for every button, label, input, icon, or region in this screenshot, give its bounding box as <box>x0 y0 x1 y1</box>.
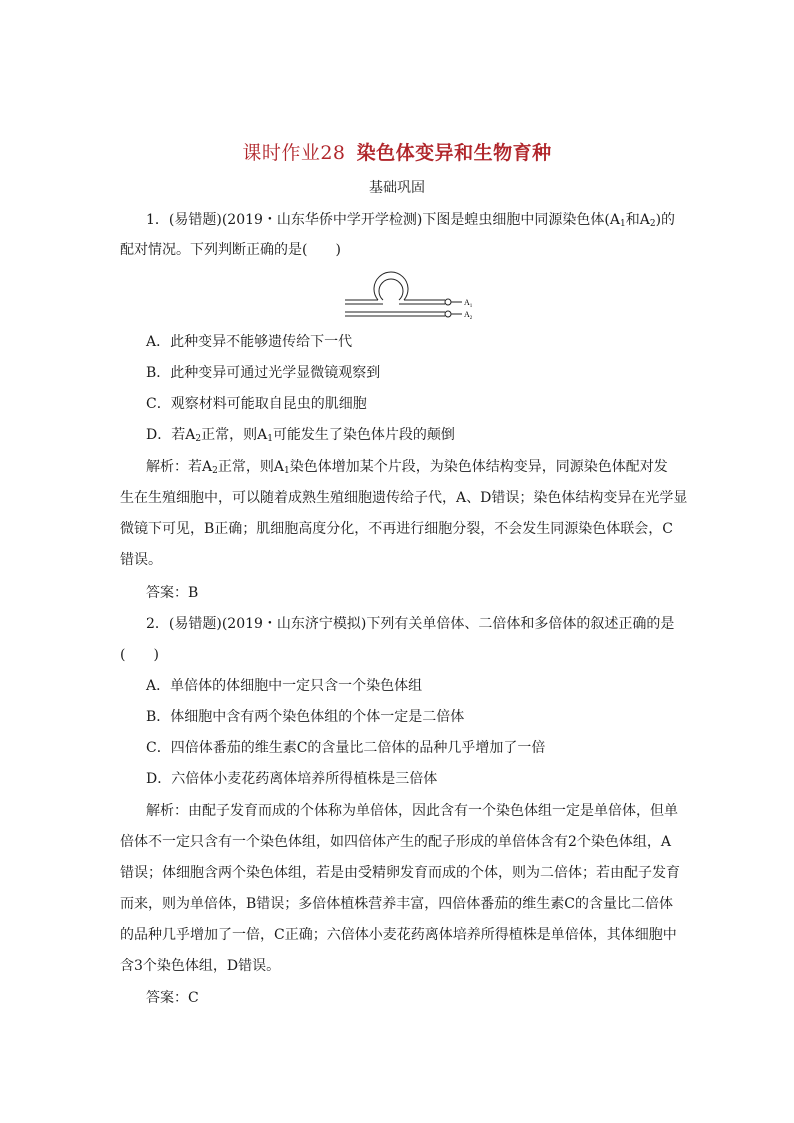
chromosome-pairing-diagram <box>340 265 490 325</box>
q2-option-d: D．六倍体小麦花药离体培养所得植株是三倍体 <box>146 771 438 787</box>
q2-answer: 答案：C <box>146 990 199 1006</box>
q2-analysis-line: 解析：由配子发育而成的个体称为单倍体，因此含有一个染色体组一定是单倍体，但单 <box>146 803 678 819</box>
q2-analysis-line: 的品种几乎增加了一倍，C正确；六倍体小麦花药离体培养所得植株是单倍体，其体细胞中 <box>120 927 677 943</box>
page-title <box>0 138 794 165</box>
q2-analysis <box>120 801 680 987</box>
q1-stem-line1: 1．(易错题)(2019・山东华侨中学开学检测)下图是蝗虫细胞中同源染色体($A_1$和$A_2$)的 <box>146 212 676 229</box>
q1-answer: 答案：B <box>146 585 199 601</box>
section-subtitle: 基础巩固 <box>369 180 425 196</box>
q1-analysis-line3: 微镜下可见，B正确；肌细胞高度分化，不再进行细胞分裂，不会发生同源染色体联会，C <box>120 521 673 537</box>
label-a1: $A_1$ <box>464 298 473 309</box>
title-number: 课时作业28 <box>242 142 346 164</box>
label-a2: $A_2$ <box>464 310 473 321</box>
q2-option-b: B．体细胞中含有两个染色体组的个体一定是二倍体 <box>146 709 465 725</box>
q1-analysis-line1: 解析：若$A_2$正常，则$A_1$染色体增加某个片段，为染色体结构变异，同源染色体配对发 <box>146 459 668 476</box>
q1-stem-line2: 配对情况。下列判断正确的是( ) <box>120 242 341 258</box>
q2-analysis-line: 而来，则为单倍体，B错误；多倍体植株营养丰富，四倍体番茄的维生素C的含量比二倍体 <box>120 896 673 912</box>
q2-stem-line1: 2．(易错题)(2019・山东济宁模拟)下列有关单倍体、二倍体和多倍体的叙述正确的是 <box>146 616 675 632</box>
q2-analysis-line: 含3个染色体组，D错误。 <box>120 958 281 974</box>
q1-option-c: C．观察材料可能取自昆虫的肌细胞 <box>146 396 367 412</box>
q1-analysis-line4: 错误。 <box>120 552 162 568</box>
q2-analysis-line: 倍体不一定只含有一个染色体组，如四倍体产生的配子形成的单倍体含有2个染色体组，A <box>120 834 672 850</box>
q2-stem-line2: ( ) <box>120 647 159 663</box>
q2-option-a: A．单倍体的体细胞中一定只含一个染色体组 <box>146 678 423 694</box>
q2-analysis-line: 错误；体细胞含两个染色体组，若是由受精卵发育而成的个体，则为二倍体；若由配子发育 <box>120 865 680 881</box>
q1-option-d: D．若$A_2$正常，则$A_1$可能发生了染色体片段的颠倒 <box>146 427 455 444</box>
q1-analysis-line2: 生在生殖细胞中，可以随着成熟生殖细胞遗传给子代，A、D错误；染色体结构变异在光学显 <box>120 490 688 506</box>
title-text: 染色体变异和生物育种 <box>356 142 552 164</box>
q1-option-a: A．此种变异不能够遗传给下一代 <box>146 334 353 350</box>
q1-analysis <box>120 457 688 581</box>
q2-option-c: C．四倍体番茄的维生素C的含量比二倍体的品种几乎增加了一倍 <box>146 740 546 756</box>
q1-option-b: B．此种变异可通过光学显微镜观察到 <box>146 365 381 381</box>
